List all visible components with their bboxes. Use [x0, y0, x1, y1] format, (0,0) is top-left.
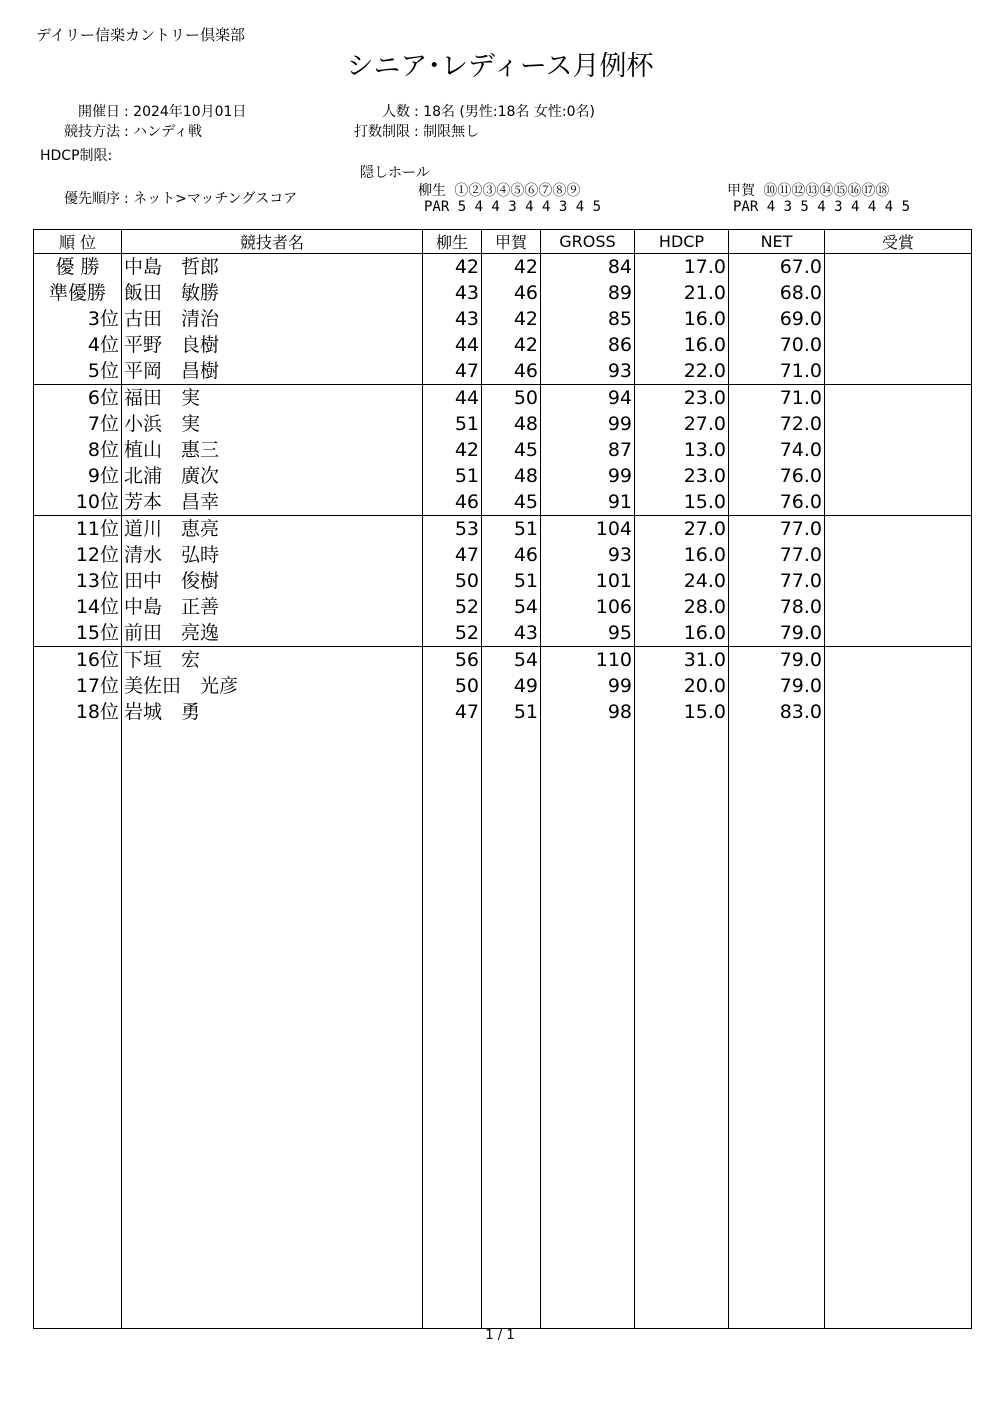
cell-award — [825, 437, 972, 463]
course-yagyu-holes: 柳生 ①②③④⑤⑥⑦⑧⑨ — [418, 183, 581, 199]
cell-in: 46 — [482, 280, 541, 306]
cell-net: 79.0 — [729, 673, 825, 699]
cell-in: 43 — [482, 620, 541, 647]
course-yagyu-par: PAR 5 4 4 3 4 4 3 4 5 — [424, 199, 602, 215]
cell-award — [825, 699, 972, 725]
cell-net: 79.0 — [729, 647, 825, 674]
cell-out: 52 — [423, 594, 482, 620]
cell-hdcp: 15.0 — [635, 699, 729, 725]
cell-name: 飯田 敏勝 — [122, 280, 423, 306]
cell-in: 48 — [482, 463, 541, 489]
cell-out: 52 — [423, 620, 482, 647]
table-header — [34, 230, 972, 254]
cell-award — [825, 594, 972, 620]
cell-award — [825, 385, 972, 412]
cell-gross: 84 — [541, 254, 635, 281]
table-row — [34, 620, 972, 647]
cell-gross: 93 — [541, 542, 635, 568]
cell-in: 51 — [482, 699, 541, 725]
cell-gross: 93 — [541, 358, 635, 385]
cell-net: 71.0 — [729, 385, 825, 412]
cell-rank: 7位 — [34, 411, 122, 437]
cell-rank: 6位 — [34, 385, 122, 412]
header-name: 競技者名 — [122, 230, 423, 254]
table-row — [34, 306, 972, 332]
cell-out: 47 — [423, 542, 482, 568]
cell-award — [825, 647, 972, 674]
cell-name: 清水 弘時 — [122, 542, 423, 568]
table-row — [34, 489, 972, 516]
method-label: 競技方法 — [64, 124, 120, 140]
cell-hdcp: 15.0 — [635, 489, 729, 516]
cell-gross: 101 — [541, 568, 635, 594]
cell-hdcp: 22.0 — [635, 358, 729, 385]
cell-rank: 4位 — [34, 332, 122, 358]
cell-net: 71.0 — [729, 358, 825, 385]
cell-award — [825, 542, 972, 568]
cell-hdcp: 24.0 — [635, 568, 729, 594]
cell-rank: 14位 — [34, 594, 122, 620]
cell-award — [825, 489, 972, 516]
cell-out: 42 — [423, 437, 482, 463]
date-label: 開催日 — [78, 104, 120, 120]
cell-hdcp: 28.0 — [635, 594, 729, 620]
cell-name: 平岡 昌樹 — [122, 358, 423, 385]
cell-out: 50 — [423, 568, 482, 594]
cell-in: 46 — [482, 542, 541, 568]
cell-net: 74.0 — [729, 437, 825, 463]
table-row — [34, 647, 972, 674]
table-row — [34, 385, 972, 412]
table-row — [34, 358, 972, 385]
cell-net: 77.0 — [729, 542, 825, 568]
empty-cell — [122, 725, 423, 1329]
cell-in: 42 — [482, 332, 541, 358]
cell-out: 44 — [423, 385, 482, 412]
stroke-limit-label: 打数制限 — [354, 124, 410, 140]
hdcp-limit-label: HDCP制限: — [40, 148, 113, 164]
cell-in: 54 — [482, 647, 541, 674]
cell-gross: 98 — [541, 699, 635, 725]
cell-name: 美佐田 光彦 — [122, 673, 423, 699]
cell-net: 79.0 — [729, 620, 825, 647]
cell-hdcp: 23.0 — [635, 463, 729, 489]
cell-rank: 優 勝 — [34, 254, 122, 281]
empty-cell — [635, 725, 729, 1329]
cell-hdcp: 21.0 — [635, 280, 729, 306]
cell-in: 46 — [482, 358, 541, 385]
table-row — [34, 568, 972, 594]
cell-out: 47 — [423, 358, 482, 385]
cell-in: 51 — [482, 568, 541, 594]
empty-cell — [825, 725, 972, 1329]
cell-rank: 3位 — [34, 306, 122, 332]
cell-award — [825, 358, 972, 385]
cell-in: 48 — [482, 411, 541, 437]
cell-award — [825, 463, 972, 489]
cell-in: 42 — [482, 306, 541, 332]
date-value: : 2024年10月01日 — [124, 104, 247, 120]
cell-hdcp: 27.0 — [635, 516, 729, 543]
table-row — [34, 437, 972, 463]
cell-out: 42 — [423, 254, 482, 281]
cell-in: 51 — [482, 516, 541, 543]
cell-award — [825, 254, 972, 281]
course-koka-par: PAR 4 3 5 4 3 4 4 4 5 — [733, 199, 911, 215]
header-yagyu: 柳生 — [423, 230, 482, 254]
cell-rank: 18位 — [34, 699, 122, 725]
cell-gross: 95 — [541, 620, 635, 647]
table-row — [34, 673, 972, 699]
cell-out: 51 — [423, 463, 482, 489]
club-name: デイリー信楽カントリー倶楽部 — [36, 26, 245, 44]
priority-label: 優先順序 — [64, 191, 120, 207]
cell-gross: 99 — [541, 411, 635, 437]
cell-gross: 94 — [541, 385, 635, 412]
cell-name: 芳本 昌幸 — [122, 489, 423, 516]
empty-cell — [34, 725, 122, 1329]
cell-hdcp: 16.0 — [635, 306, 729, 332]
cell-gross: 99 — [541, 463, 635, 489]
cell-gross: 85 — [541, 306, 635, 332]
header-award: 受賞 — [825, 230, 972, 254]
cell-in: 45 — [482, 437, 541, 463]
table-row — [34, 516, 972, 543]
cell-name: 古田 清治 — [122, 306, 423, 332]
cell-gross: 89 — [541, 280, 635, 306]
table-row — [34, 542, 972, 568]
cell-name: 中島 正善 — [122, 594, 423, 620]
cell-out: 53 — [423, 516, 482, 543]
cell-hdcp: 16.0 — [635, 542, 729, 568]
empty-cell — [482, 725, 541, 1329]
cell-net: 76.0 — [729, 463, 825, 489]
cell-net: 83.0 — [729, 699, 825, 725]
table-row — [34, 594, 972, 620]
cell-award — [825, 280, 972, 306]
cell-rank: 16位 — [34, 647, 122, 674]
table-row — [34, 463, 972, 489]
cell-net: 68.0 — [729, 280, 825, 306]
hidden-holes-title: 隠しホール — [360, 165, 430, 181]
cell-name: 小浜 実 — [122, 411, 423, 437]
cell-rank: 8位 — [34, 437, 122, 463]
page-number: 1 / 1 — [485, 1328, 515, 1343]
empty-cell — [541, 725, 635, 1329]
results-table — [33, 229, 972, 1329]
cell-out: 56 — [423, 647, 482, 674]
cell-award — [825, 411, 972, 437]
cell-gross: 87 — [541, 437, 635, 463]
cell-hdcp: 13.0 — [635, 437, 729, 463]
cell-name: 平野 良樹 — [122, 332, 423, 358]
header-gross: GROSS — [541, 230, 635, 254]
cell-net: 72.0 — [729, 411, 825, 437]
cell-name: 下垣 宏 — [122, 647, 423, 674]
method-value: : ハンディ戦 — [124, 124, 203, 140]
header-koka: 甲賀 — [482, 230, 541, 254]
cell-net: 78.0 — [729, 594, 825, 620]
table-filler-row — [34, 725, 972, 1329]
cell-hdcp: 27.0 — [635, 411, 729, 437]
cell-net: 77.0 — [729, 568, 825, 594]
cell-gross: 99 — [541, 673, 635, 699]
table-row — [34, 411, 972, 437]
cell-rank: 10位 — [34, 489, 122, 516]
count-label: 人数 — [382, 104, 410, 120]
cell-gross: 106 — [541, 594, 635, 620]
cell-hdcp: 16.0 — [635, 332, 729, 358]
cell-hdcp: 31.0 — [635, 647, 729, 674]
cell-name: 北浦 廣次 — [122, 463, 423, 489]
cell-hdcp: 20.0 — [635, 673, 729, 699]
cell-in: 49 — [482, 673, 541, 699]
cell-rank: 15位 — [34, 620, 122, 647]
cell-out: 50 — [423, 673, 482, 699]
cell-name: 前田 亮逸 — [122, 620, 423, 647]
cell-award — [825, 673, 972, 699]
cell-rank: 9位 — [34, 463, 122, 489]
page-title: シニア･レディース月例杯 — [346, 51, 654, 82]
cell-rank: 5位 — [34, 358, 122, 385]
cell-out: 46 — [423, 489, 482, 516]
cell-name: 岩城 勇 — [122, 699, 423, 725]
cell-gross: 110 — [541, 647, 635, 674]
cell-name: 道川 恵亮 — [122, 516, 423, 543]
cell-rank: 11位 — [34, 516, 122, 543]
empty-cell — [729, 725, 825, 1329]
cell-award — [825, 620, 972, 647]
cell-name: 植山 惠三 — [122, 437, 423, 463]
cell-in: 54 — [482, 594, 541, 620]
cell-net: 69.0 — [729, 306, 825, 332]
cell-out: 44 — [423, 332, 482, 358]
cell-hdcp: 23.0 — [635, 385, 729, 412]
stroke-limit-value: : 制限無し — [414, 124, 480, 140]
cell-award — [825, 332, 972, 358]
cell-award — [825, 516, 972, 543]
table-row — [34, 699, 972, 725]
cell-in: 45 — [482, 489, 541, 516]
cell-name: 福田 実 — [122, 385, 423, 412]
cell-rank: 13位 — [34, 568, 122, 594]
cell-rank: 17位 — [34, 673, 122, 699]
cell-net: 67.0 — [729, 254, 825, 281]
cell-net: 76.0 — [729, 489, 825, 516]
header-net: NET — [729, 230, 825, 254]
header-rank: 順 位 — [34, 230, 122, 254]
cell-gross: 91 — [541, 489, 635, 516]
cell-award — [825, 568, 972, 594]
cell-name: 中島 哲郎 — [122, 254, 423, 281]
table-row — [34, 254, 972, 281]
empty-cell — [423, 725, 482, 1329]
count-value: : 18名 (男性:18名 女性:0名) — [414, 104, 595, 120]
cell-net: 70.0 — [729, 332, 825, 358]
cell-out: 43 — [423, 280, 482, 306]
course-koka-holes: 甲賀 ⑩⑪⑫⑬⑭⑮⑯⑰⑱ — [727, 183, 890, 199]
table-row — [34, 332, 972, 358]
cell-gross: 104 — [541, 516, 635, 543]
cell-rank: 12位 — [34, 542, 122, 568]
cell-name: 田中 俊樹 — [122, 568, 423, 594]
cell-net: 77.0 — [729, 516, 825, 543]
cell-rank: 準優勝 — [34, 280, 122, 306]
cell-hdcp: 17.0 — [635, 254, 729, 281]
cell-in: 50 — [482, 385, 541, 412]
priority-value: : ネット>マッチングスコア — [124, 191, 298, 207]
cell-out: 43 — [423, 306, 482, 332]
cell-in: 42 — [482, 254, 541, 281]
table-row — [34, 280, 972, 306]
cell-out: 47 — [423, 699, 482, 725]
header-hdcp: HDCP — [635, 230, 729, 254]
cell-gross: 86 — [541, 332, 635, 358]
cell-award — [825, 306, 972, 332]
cell-hdcp: 16.0 — [635, 620, 729, 647]
cell-out: 51 — [423, 411, 482, 437]
